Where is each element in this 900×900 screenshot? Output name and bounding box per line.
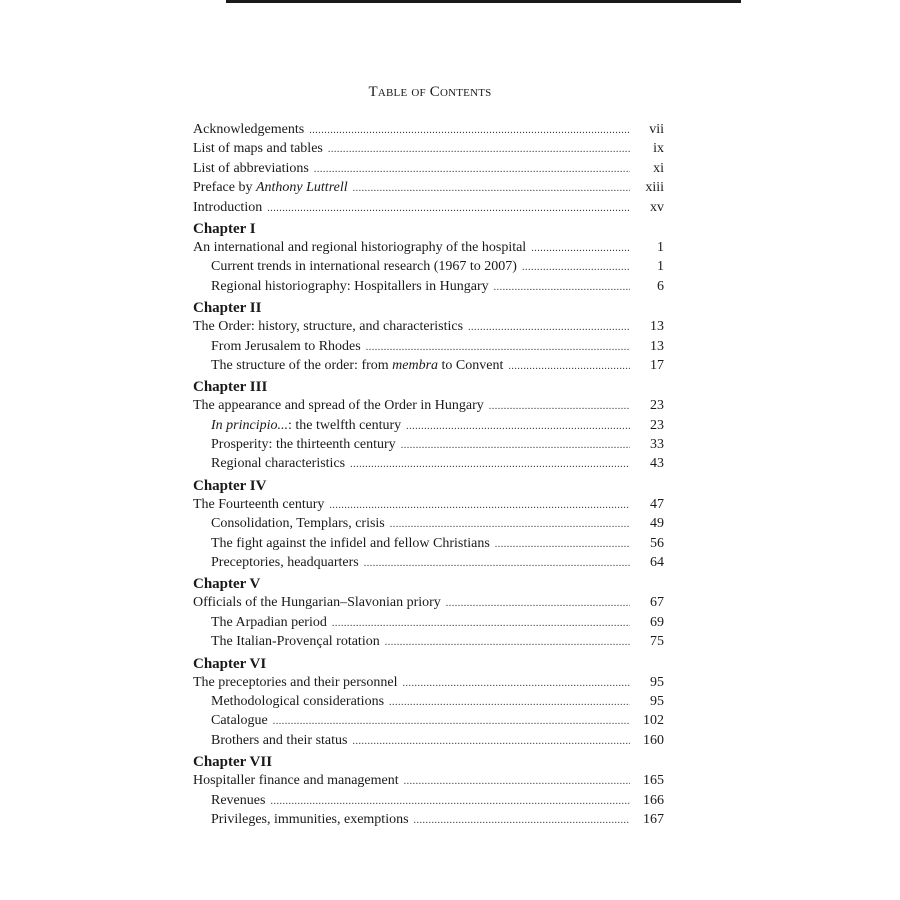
toc-entry-title	[193, 613, 327, 632]
toc-entry-title	[193, 435, 396, 454]
toc-entry-title	[193, 238, 526, 257]
chapter-heading: Chapter IV	[193, 477, 267, 494]
toc-page-number: 166	[643, 792, 664, 808]
toc-entry-title	[193, 416, 401, 435]
toc-entry-title	[193, 454, 345, 473]
toc-entry-title	[193, 692, 384, 711]
toc-page-number: 13	[650, 319, 664, 335]
toc-entry-title	[193, 198, 262, 217]
toc-page-number: 56	[650, 535, 664, 551]
toc-entry-title-part: List of abbreviations	[193, 160, 309, 176]
toc-entry	[193, 613, 664, 632]
toc-entry-title	[193, 711, 268, 730]
toc-entry	[193, 534, 664, 553]
dot-leader	[522, 258, 630, 277]
toc-entry	[193, 692, 664, 711]
toc-page-number: xi	[653, 160, 664, 176]
toc-entry	[193, 454, 664, 473]
toc-entry	[193, 673, 664, 692]
chapter-heading: Chapter VI	[193, 655, 267, 672]
toc-entry	[193, 771, 664, 790]
toc-entry-title	[193, 771, 399, 790]
toc-entry	[193, 553, 664, 572]
toc-page-number: 64	[650, 555, 664, 571]
dot-leader	[329, 496, 630, 515]
toc-entry-title-part: In principio...	[211, 417, 288, 433]
toc-entry	[193, 632, 664, 651]
toc-page-number: ix	[653, 141, 664, 157]
toc-entry	[193, 337, 664, 356]
toc-entry-title-part: membra	[392, 357, 439, 373]
dot-leader	[352, 732, 630, 751]
chapter-block	[193, 220, 664, 296]
toc-page-number: 43	[650, 456, 664, 472]
toc-page-number: xv	[650, 199, 664, 215]
toc-entry	[193, 178, 664, 197]
toc-page-number: 17	[650, 357, 664, 373]
toc-page-number: 49	[650, 516, 664, 532]
toc-entry	[193, 731, 664, 750]
toc-entry-title	[193, 553, 359, 572]
toc-page-number: vii	[649, 122, 664, 137]
toc-entry-title	[193, 178, 348, 197]
toc-entry-title-part: Hospitaller finance and management	[193, 773, 399, 789]
toc-page-number: 102	[643, 713, 664, 729]
toc-entry-title	[193, 337, 361, 356]
dot-leader	[468, 318, 630, 337]
toc-entry-title	[193, 317, 463, 336]
toc-entry	[193, 277, 664, 296]
toc-entry	[193, 356, 664, 375]
toc-entry	[193, 435, 664, 454]
toc-entry-title	[193, 673, 397, 692]
dot-leader	[366, 338, 630, 357]
toc-entry-title	[193, 731, 347, 750]
table-of-contents	[193, 120, 664, 829]
toc-entry-title-part: Regional historiography: Hospitallers in Hungary	[211, 278, 489, 294]
toc-entry-title-part: Prosperity: the thirteenth century	[211, 437, 396, 453]
chapters-list	[193, 220, 664, 829]
toc-entry-title	[193, 534, 490, 553]
chapter-block	[193, 575, 664, 651]
chapter-block	[193, 753, 664, 829]
toc-page-number: 167	[643, 811, 664, 827]
toc-page-number: 23	[650, 398, 664, 414]
toc-entry-title-part: Regional characteristics	[211, 456, 346, 472]
toc-page-number: 95	[650, 693, 664, 709]
toc-entry-title-part: An international and regional historiography of the hospital	[193, 239, 527, 255]
dot-leader	[446, 594, 630, 613]
dot-leader	[273, 712, 630, 731]
front-matter-list	[193, 120, 664, 217]
toc-page-number: 47	[650, 496, 664, 512]
toc-page-number: 69	[650, 614, 664, 630]
toc-entry-title	[193, 257, 517, 276]
toc-page-number: 165	[643, 773, 664, 789]
dot-leader	[350, 455, 630, 474]
toc-entry	[193, 238, 664, 257]
chapter-heading: Chapter III	[193, 379, 268, 396]
toc-entry-title-part: The fight against the infidel and fellow Christians	[211, 535, 490, 551]
dot-leader	[314, 160, 630, 179]
dot-leader	[531, 239, 630, 258]
toc-entry	[193, 593, 664, 612]
toc-entry-title-part: From Jerusalem to Rhodes	[211, 338, 361, 354]
dot-leader	[328, 140, 630, 159]
toc-entry-title-part: Brothers and their status	[211, 732, 348, 748]
chapter-block	[193, 378, 664, 474]
toc-page-number: 23	[650, 417, 664, 433]
dot-leader	[332, 614, 630, 633]
toc-entry-title-part: The Fourteenth century	[193, 496, 325, 512]
dot-leader	[390, 515, 630, 534]
toc-entry	[193, 139, 664, 158]
top-rule	[226, 0, 741, 3]
toc-page-number: xiii	[645, 180, 664, 196]
dot-leader	[414, 811, 630, 830]
toc-entry-title-part: Anthony Luttrell	[255, 180, 348, 196]
toc-page-number: 33	[650, 437, 664, 453]
toc-entry-title-part: The preceptories and their personnel	[193, 674, 398, 690]
toc-entry-title	[193, 159, 309, 178]
toc-entry-title-part: Acknowledgements	[193, 122, 305, 137]
toc-entry	[193, 317, 664, 336]
toc-page-number: 160	[643, 732, 664, 748]
toc-entry-title-part: Preface by	[193, 180, 256, 196]
dot-leader	[353, 179, 630, 198]
dot-leader	[267, 199, 630, 218]
toc-entry-title-part: Officials of the Hungarian–Slavonian priory	[193, 595, 441, 611]
chapter-heading: Chapter I	[193, 220, 256, 237]
toc-entry-title-part: The Italian-Provençal rotation	[211, 634, 380, 650]
toc-entry	[193, 120, 664, 139]
dot-leader	[406, 417, 630, 436]
toc-page-number: 6	[657, 278, 664, 294]
toc-entry	[193, 416, 664, 435]
dot-leader	[364, 554, 630, 573]
toc-entry-title	[193, 514, 385, 533]
toc-entry	[193, 159, 664, 178]
toc-entry	[193, 198, 664, 217]
toc-entry-title	[193, 139, 323, 158]
toc-entry	[193, 514, 664, 533]
page-title: Table of Contents	[368, 84, 492, 100]
toc-entry	[193, 257, 664, 276]
toc-entry-title-part: to Convent	[438, 357, 504, 373]
toc-page-number: 13	[650, 338, 664, 354]
dot-leader	[385, 633, 630, 652]
chapter-block	[193, 477, 664, 573]
toc-entry	[193, 495, 664, 514]
toc-entry-title-part: The Order: history, structure, and characteristics	[193, 319, 464, 335]
toc-entry-title	[193, 356, 503, 375]
toc-entry-title-part: Methodological considerations	[211, 693, 385, 709]
toc-entry-title-part: List of maps and tables	[193, 141, 323, 157]
toc-entry-title-part: Current trends in international research (1967 to 2007)	[211, 259, 517, 275]
toc-entry	[193, 396, 664, 415]
toc-entry-title-part: Consolidation, Templars, crisis	[211, 516, 385, 532]
toc-entry-title	[193, 396, 484, 415]
dot-leader	[402, 674, 630, 693]
toc-entry-title	[193, 632, 380, 651]
dot-leader	[508, 357, 630, 376]
toc-entry	[193, 711, 664, 730]
toc-entry-title-part: Revenues	[211, 792, 266, 808]
toc-entry-title	[193, 810, 409, 829]
toc-entry-title-part: The Arpadian period	[211, 614, 327, 630]
dot-leader	[270, 792, 630, 811]
toc-entry-title	[193, 277, 489, 296]
toc-page-number: 75	[650, 634, 664, 650]
toc-entry-title-part: Introduction	[193, 199, 263, 215]
toc-page-number: 1	[657, 259, 664, 275]
toc-entry-title	[193, 791, 265, 810]
chapter-heading: Chapter V	[193, 576, 261, 593]
toc-entry-title-part: Preceptories, headquarters	[211, 555, 359, 571]
chapter-heading: Chapter II	[193, 300, 262, 317]
toc-entry-title-part: The appearance and spread of the Order in Hungary	[193, 398, 484, 414]
toc-entry-title-part: The structure of the order: from	[211, 357, 393, 373]
toc-entry-title-part: Privileges, immunities, exemptions	[211, 811, 409, 827]
chapter-block	[193, 655, 664, 751]
toc-page-number: 95	[650, 674, 664, 690]
chapter-block	[193, 299, 664, 375]
dot-leader	[389, 693, 630, 712]
toc-entry-title-part: : the twelfth century	[288, 417, 402, 433]
toc-entry	[193, 791, 664, 810]
dot-leader	[489, 397, 630, 416]
dot-leader	[404, 772, 630, 791]
dot-leader	[401, 436, 630, 455]
chapter-heading: Chapter VII	[193, 754, 273, 771]
toc-page-number: 1	[657, 239, 664, 255]
toc-entry-title	[193, 593, 441, 612]
toc-entry-title-part: Catalogue	[211, 713, 268, 729]
toc-page-number: 67	[650, 595, 664, 611]
dot-leader	[495, 535, 630, 554]
dot-leader	[309, 121, 630, 140]
toc-entry	[193, 810, 664, 829]
toc-entry-title	[193, 495, 324, 514]
dot-leader	[494, 278, 630, 297]
toc-entry-title	[193, 120, 304, 139]
